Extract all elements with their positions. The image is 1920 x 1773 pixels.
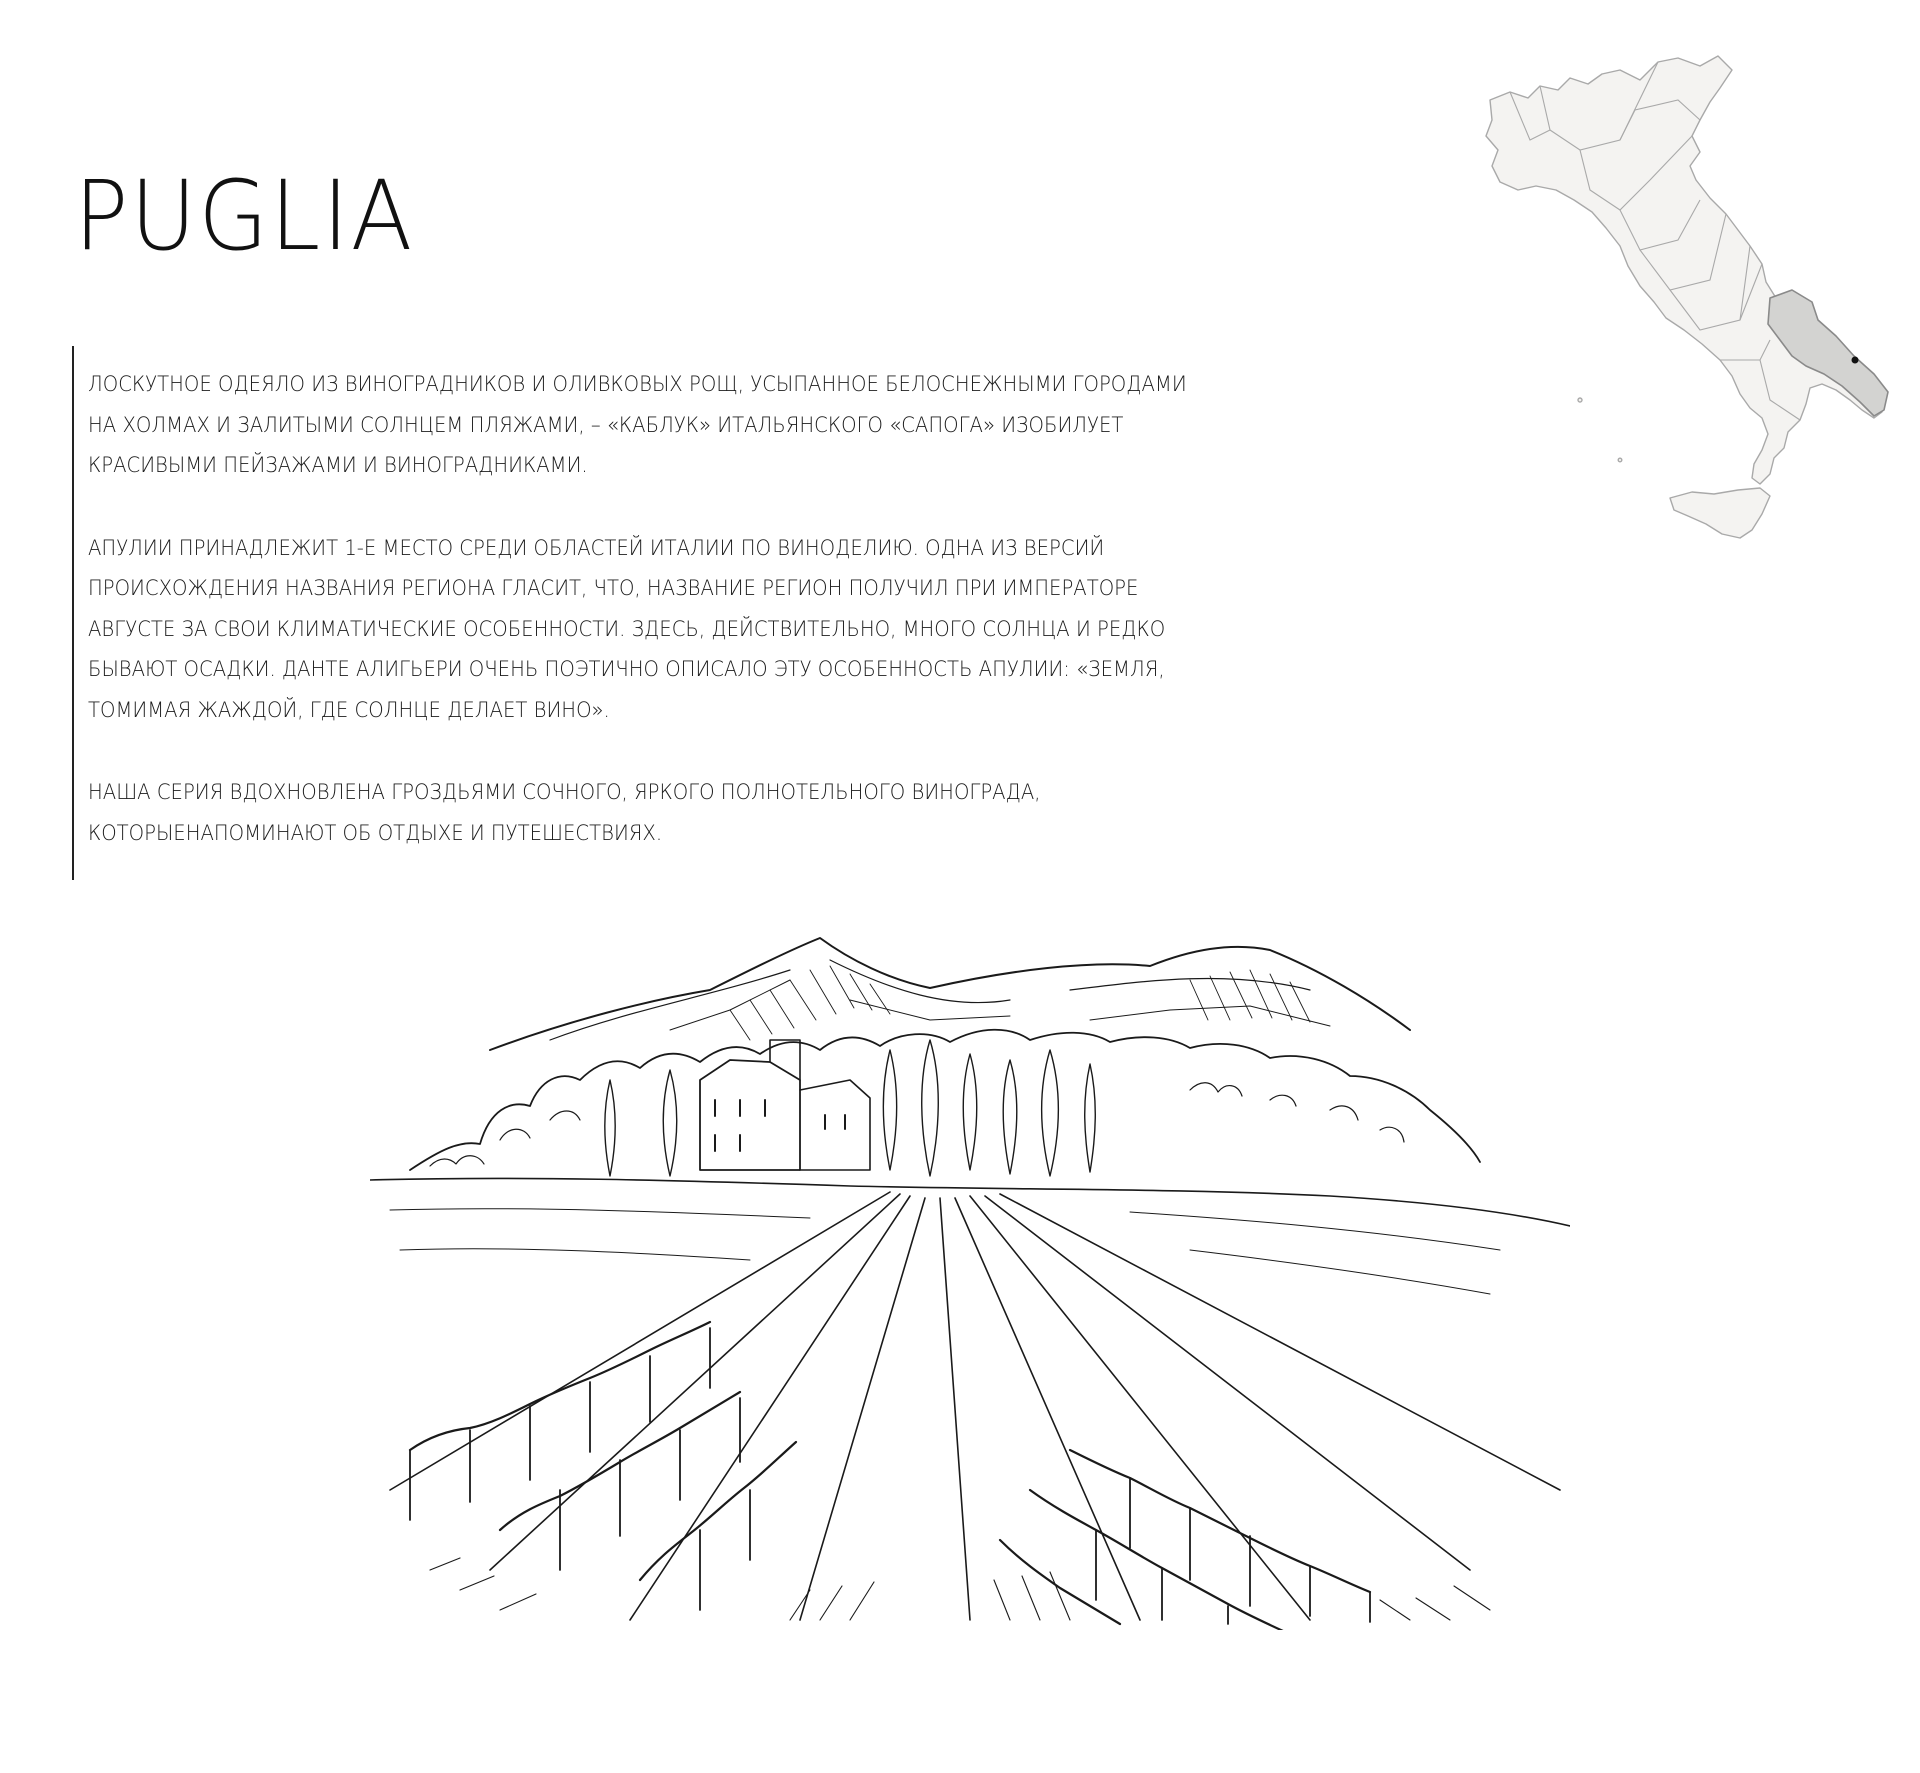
- paragraph-line: НА ХОЛМАХ И ЗАЛИТЫМИ СОЛНЦЕМ ПЛЯЖАМИ, – «КАБЛУК» ИТАЛЬЯНСКОГО «САПОГА» ИЗОБИЛУЕТ: [88, 412, 1124, 437]
- paragraph-line: КОТОРЫЕНАПОМИНАЮТ ОБ ОТДЫХЕ И ПУТЕШЕСТВИЯХ.: [88, 820, 663, 845]
- location-marker-icon: [1852, 357, 1859, 364]
- paragraph-line: ЛОСКУТНОЕ ОДЕЯЛО ИЗ ВИНОГРАДНИКОВ И ОЛИВКОВЫХ РОЩ, УСЫПАННОЕ БЕЛОСНЕЖНЫМИ ГОРОДАМИ: [88, 372, 1187, 396]
- vineyard-sketch-icon: [370, 930, 1570, 1630]
- paragraph-line: ТОМИМАЯ ЖАЖДОЙ, ГДЕ СОЛНЦЕ ДЕЛАЕТ ВИНО».: [88, 697, 610, 722]
- paragraph-line: БЫВАЮТ ОСАДКИ. ДАНТЕ АЛИГЬЕРИ ОЧЕНЬ ПОЭТИЧНО ОПИСАЛО ЭТУ ОСОБЕННОСТЬ АПУЛИИ: «ЗЕМЛЯ,: [88, 657, 1165, 681]
- paragraph-line: НАША СЕРИЯ ВДОХНОВЛЕНА ГРОЗДЬЯМИ СОЧНОГО, ЯРКОГО ПОЛНОТЕЛЬНОГО ВИНОГРАДА,: [88, 780, 1041, 804]
- paragraph-series: [88, 772, 1491, 853]
- italy-map-icon: [1470, 40, 1900, 560]
- paragraph-line: АВГУСТЕ ЗА СВОИ КЛИМАТИЧЕСКИЕ ОСОБЕННОСТИ. ЗДЕСЬ, ДЕЙСТВИТЕЛЬНО, МНОГО СОЛНЦА И РЕДКО: [88, 616, 1166, 641]
- paragraph-line: КРАСИВЫМИ ПЕЙЗАЖАМИ И ВИНОГРАДНИКАМИ.: [88, 453, 588, 477]
- description-block: [72, 346, 1474, 880]
- paragraph-history: [88, 528, 1491, 731]
- paragraph-line: ПРОИСХОЖДЕНИЯ НАЗВАНИЯ РЕГИОНА ГЛАСИТ, ЧТО, НАЗВАНИЕ РЕГИОН ПОЛУЧИЛ ПРИ ИМПЕРАТОРЕ: [88, 576, 1139, 600]
- paragraph-intro: [88, 364, 1491, 486]
- page-title: PUGLIA: [74, 160, 415, 272]
- paragraph-line: АПУЛИИ ПРИНАДЛЕЖИТ 1-Е МЕСТО СРЕДИ ОБЛАСТЕЙ ИТАЛИИ ПО ВИНОДЕЛИЮ. ОДНА ИЗ ВЕРСИЙ: [88, 535, 1105, 560]
